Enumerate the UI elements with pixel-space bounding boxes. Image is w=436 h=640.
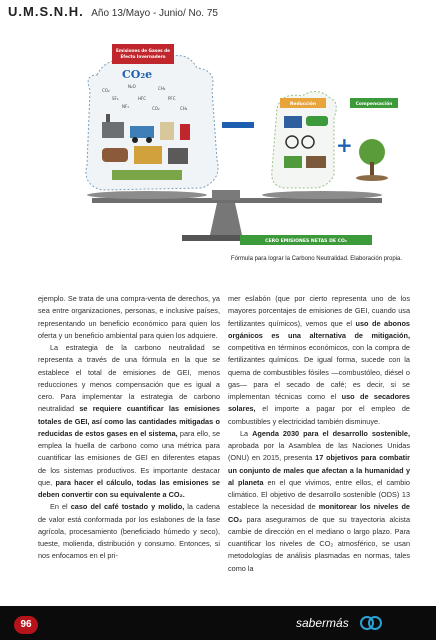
page-footer xyxy=(0,606,436,640)
machinery-icon xyxy=(134,146,162,164)
paragraph: En el caso del café tostado y molido, la cadena de valor está conformada por los eslabones de la fase agrícola, procesamiento (beneficiado húmedo y seco), tueste, molienda, distribución y consumo. Entonces, si nos enfocamos en el pri- xyxy=(38,502,220,561)
running-header xyxy=(8,4,428,24)
molecule-hfc: HFC xyxy=(138,96,147,101)
cattle-icon xyxy=(102,148,128,162)
brand-logo-icon xyxy=(360,614,382,632)
plus-sign: + xyxy=(336,133,353,157)
factory-icon xyxy=(102,122,124,138)
net-zero-label: CERO EMISIONES NETAS DE CO₂ xyxy=(265,239,347,244)
paragraph: ejemplo. Se trata de una compra-venta de derechos, ya sea entre organizaciones, personas, e inclusive países, representando un beneficio económico para quien los oferta y un beneficio ambiental para quien los adquiere. xyxy=(38,294,220,340)
field-icon xyxy=(112,170,182,180)
magazine-name: U.M.S.N.H. xyxy=(8,4,84,19)
right-column xyxy=(228,293,410,575)
electric-car-icon xyxy=(306,116,328,126)
page-number: 96 xyxy=(14,616,38,634)
truck-icon xyxy=(130,126,154,138)
compensation-label: Compensación xyxy=(355,102,393,107)
paragraph: mer eslabón (que por cierto representa uno de los mayores porcentajes de emisiones de GEI, cuando usa fertilizantes químicos), vemos que el uso de abonos orgánicos es una alternativa de mitigación, competitiva en términos económicos, con la compra de fertilizantes químicos. De igual forma, sucede con la quema de combustibles fósiles —combustóleo, diésel o gas— para el secado de café; es decir, si se implementan técnicas como el uso de secadores solares, el importe a pagar por el empleo de combustibles y electricidad también disminuye. xyxy=(228,294,410,426)
molecule-ch4: CH₄ xyxy=(158,86,166,91)
carbon-neutrality-figure xyxy=(72,30,402,262)
issue-info: Año 13/Mayo - Junio/ No. 75 xyxy=(91,8,218,19)
waste-icon xyxy=(168,148,188,164)
scale-pivot xyxy=(212,190,240,200)
molecule-co2: CO₂ xyxy=(102,88,110,93)
left-pan xyxy=(87,191,207,199)
co2e-label: CO₂e xyxy=(122,68,153,81)
balance-scale xyxy=(87,190,382,241)
figure-caption: Fórmula para lograr la Carbono Neutralidad. Elaboración propia. xyxy=(230,256,402,262)
compost-icon xyxy=(306,156,326,168)
reduction-label: Reducción xyxy=(289,102,317,107)
emissions-title-2: Efecto Invernadero xyxy=(120,54,166,59)
emissions-title: Emisiones de Gases de xyxy=(116,48,170,53)
molecule-nf3: NF₃ xyxy=(122,104,129,109)
fuel-pump-icon xyxy=(180,124,190,140)
solar-panel-icon xyxy=(284,116,302,128)
fertilizer-bag-icon xyxy=(160,122,174,140)
molecule-sf6: SF₆ xyxy=(112,96,119,101)
molecule-ch4-b: CH₄ xyxy=(180,106,188,111)
scale-stand xyxy=(210,203,242,235)
paragraph: La Agenda 2030 para el desarrollo sostenible, aprobada por la Asamblea de las Naciones Unidas (ONU) en 2015, presenta 17 objetivos para combatir un conjunto de males que afectan a la humanidad y al planeta en el que vivimos, entre ellos, el cambio climático. El objetivo de desarrollo sostenible (ODS) 13 establece la necesidad de monitorear los niveles de CO₂ para asegurarnos de que su trayectoria alcista cambie de dirección en el mediano o largo plazo. Para cuantificar los niveles de CO₂ atmosférico, se usan metodologías de análisis plasmadas en normas, tales como la xyxy=(228,428,410,573)
paragraph: La estrategia de la carbono neutralidad se representa a través de una fórmula en la que se establece el total de emisiones de GEI, menos reducciones y menos compensación que es igual a cero. Para implementar la estrategia de carbono neutralidad se requiere cuantificar las emisiones totales de GEI, así como las cantidades mitigadas o reducidas de estos gases en el sistema, para ello, se emplea la huella de carbono como una métrica para cuantificar las emisiones de GEI en diferentes etapas de los sistemas productivos. Es importante destacar que, para hacer el cálculo, todas las emisiones se deben convertir con su equivalente a CO₂. xyxy=(38,343,220,499)
molecule-pfc: PFC xyxy=(168,96,176,101)
right-pan xyxy=(262,191,382,199)
compensation-area xyxy=(350,98,398,181)
left-column xyxy=(38,293,220,563)
brand-logo-text: sabermás xyxy=(296,616,349,630)
minus-sign xyxy=(222,122,254,128)
molecule-co2-b: CO₂ xyxy=(152,106,160,111)
tree-icon xyxy=(359,139,385,165)
plants-icon xyxy=(284,156,302,168)
molecule-n2o: N₂O xyxy=(128,84,136,89)
